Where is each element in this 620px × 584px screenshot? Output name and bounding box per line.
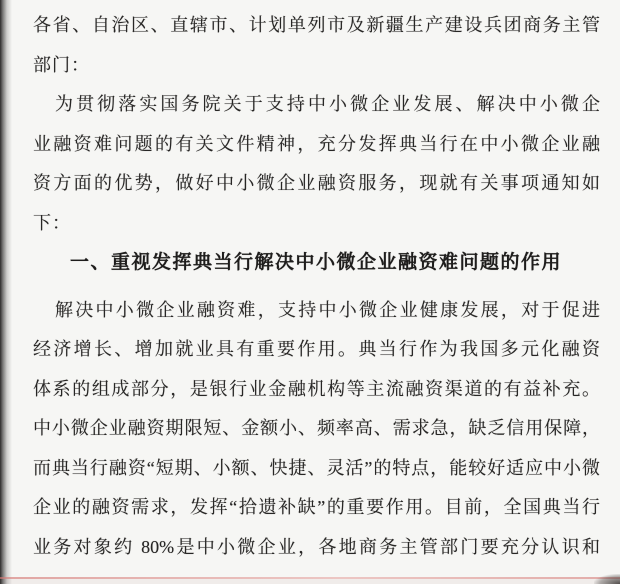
doc-line-paragraph2: 解决中小微企业融资难，支持中小微企业健康发展，对于促进	[55, 299, 600, 320]
doc-line-paragraph2: 中小微企业融资期限短、金额小、频率高、需求急，缺乏信用保障，	[33, 418, 600, 438]
doc-line-paragraph1: 资方面的优势，做好中小微企业融资服务，现就有关事项通知如	[33, 173, 600, 193]
doc-line-salutation: 各省、自治区、直辖市、计划单列市及新疆生产建设兵团商务主管	[33, 15, 600, 35]
doc-line-paragraph2: 业务对象约 80%是中小微企业，各地商务主管部门要充分认识和	[33, 536, 600, 557]
doc-line-paragraph2: 而典当行融资“短期、小额、快捷、灵活”的特点，能较好适应中小微	[33, 457, 600, 478]
doc-line-paragraph1: 为贯彻落实国务院关于支持中小微企业发展、解决中小微企	[55, 94, 600, 114]
scan-bottom-pink-line	[0, 577, 620, 579]
doc-line-paragraph1-end: 下：	[33, 212, 71, 233]
doc-line-paragraph2: 体系的组成部分，是银行业金融机构等主流融资渠道的有益补充。	[33, 378, 600, 399]
doc-line-salutation-end: 部门：	[33, 54, 90, 75]
doc-line-paragraph2: 经济增长、增加就业具有重要作用。典当行作为我国多元化融资	[33, 339, 600, 359]
doc-line-paragraph1: 业融资难问题的有关文件精神，充分发挥典当行在中小微企业融	[33, 133, 600, 154]
doc-line-paragraph2: 企业的融资需求，发挥“拾遗补缺”的重要作用。目前，全国典当行	[33, 497, 600, 517]
scan-bottom-strip	[0, 579, 620, 584]
scan-corner-smudge	[594, 574, 620, 584]
section-heading: 一、重视发挥典当行解决中小微企业融资难问题的作用	[70, 252, 563, 273]
